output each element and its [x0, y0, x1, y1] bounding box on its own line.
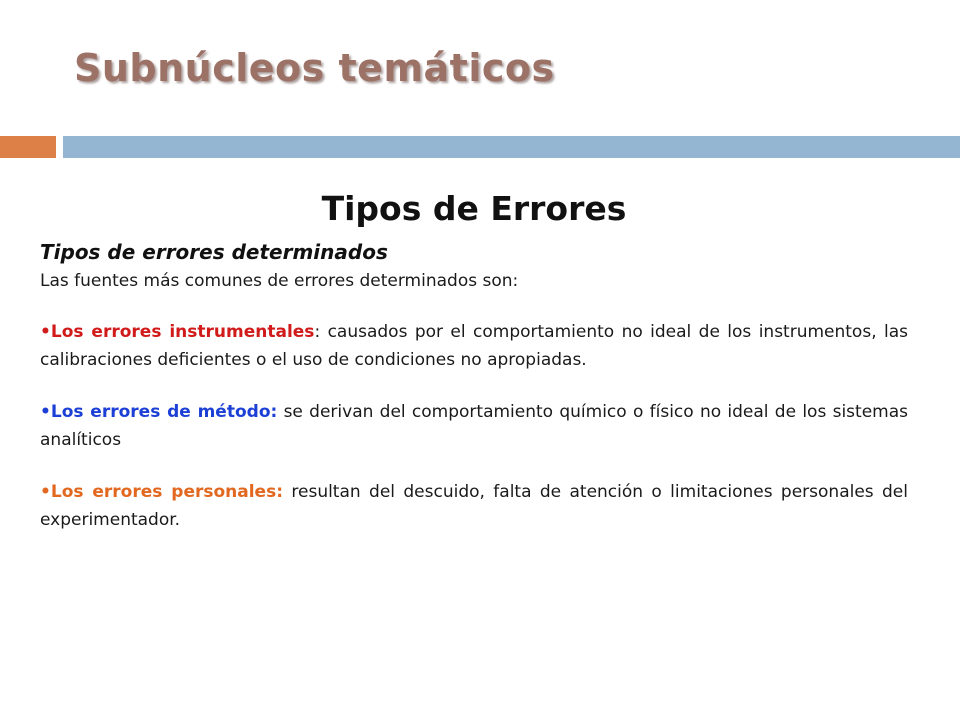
bullet-term: Los errores de método:	[50, 402, 278, 422]
bullet-text: causados por el comportamiento no ideal de los instrumentos, las calibraciones deficientes o el uso de condiciones no apropiadas.	[40, 322, 908, 370]
accent-bar-orange	[0, 136, 56, 158]
accent-bar-blue	[63, 136, 960, 158]
bullet-instrumental-errors	[40, 318, 908, 374]
bullet-method-errors	[40, 398, 908, 454]
slide-content	[40, 186, 908, 534]
bullet-marker: •	[40, 322, 51, 342]
intro-text: Las fuentes más comunes de errores determinados son:	[40, 271, 519, 291]
bullet-separator: :	[314, 322, 321, 342]
subheading: Tipos de errores determinados	[40, 240, 388, 264]
section-heading: Tipos de Errores	[321, 189, 627, 228]
bullet-marker: •	[40, 482, 51, 502]
bullet-personal-errors	[40, 478, 908, 534]
bullet-term: Los errores personales:	[50, 482, 284, 502]
bullet-term: Los errores instrumentales	[50, 322, 315, 342]
bullet-text: resultan del descuido, falta de atención o limitaciones personales del experimentador.	[40, 482, 908, 530]
bullet-marker: •	[40, 402, 51, 422]
bullet-text: se derivan del comportamiento químico o físico no ideal de los sistemas analíticos	[40, 402, 908, 450]
slide-title: Subnúcleos temáticos	[74, 46, 555, 90]
